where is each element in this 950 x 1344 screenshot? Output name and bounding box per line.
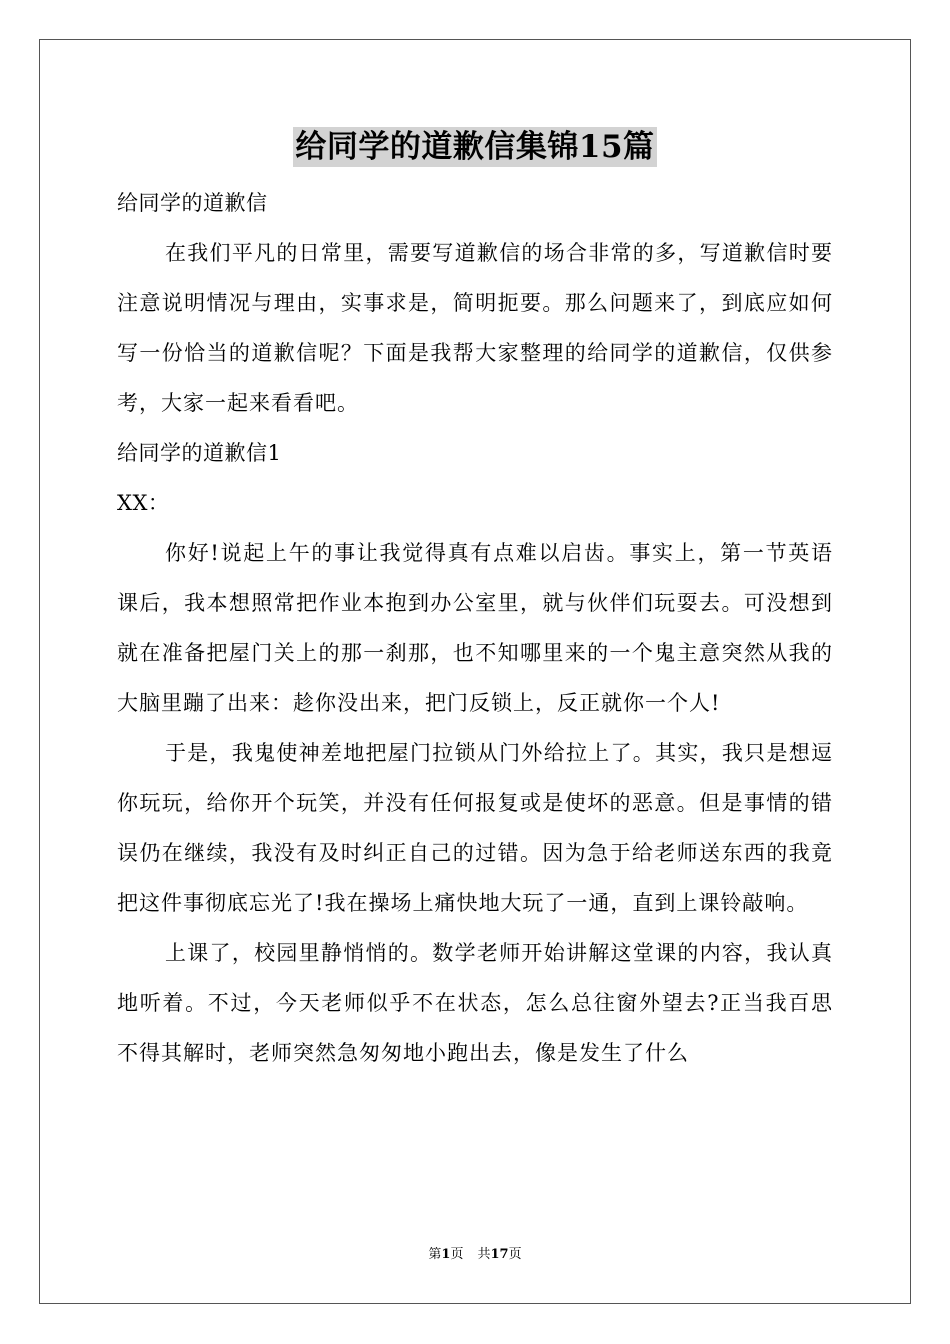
page-prefix: 第	[428, 1247, 442, 1262]
document-title: 给同学的道歉信集锦15篇	[295, 129, 655, 165]
intro-paragraph: 在我们平凡的日常里，需要写道歉信的场合非常的多，写道歉信时要注意说明情况与理由，实事求是，简明扼要。那么问题来了，到底应如何写一份恰当的道歉信呢？下面是我帮大家整理的给同学的道歉信，仅供参考，大家一起来看看吧。	[117, 241, 833, 415]
body-paragraph: 上课了，校园里静悄悄的。数学老师开始讲解这堂课的内容，我认真地听着。不过，今天老师似乎不在状态，怎么总往窗外望去?正当我百思不得其解时，老师突然急匆匆地小跑出去，像是发生了什么	[117, 941, 833, 1065]
letter-heading: 给同学的道歉信1	[117, 441, 282, 465]
page-number: 1	[441, 1247, 451, 1262]
total-suffix: 页	[508, 1247, 522, 1262]
body-paragraph: 你好!说起上午的事让我觉得真有点难以启齿。事实上，第一节英语课后，我本想照常把作业本抱到办公室里，就与伙伴们玩耍去。可没想到就在准备把屋门关上的那一刹那，也不知哪里来的一个鬼主意突然从我的大脑里蹦了出来：趁你没出来，把门反锁上，反正就你一个人!	[117, 541, 833, 715]
document-body	[117, 178, 833, 1078]
section-heading: 给同学的道歉信	[117, 191, 268, 215]
total-prefix: 共	[477, 1247, 491, 1262]
total-pages: 17	[490, 1247, 509, 1262]
salutation: XX：	[117, 491, 170, 515]
title-container	[0, 127, 950, 167]
page-suffix: 页	[450, 1247, 464, 1262]
body-paragraph: 于是，我鬼使神差地把屋门拉锁从门外给拉上了。其实，我只是想逗你玩玩，给你开个玩笑，并没有任何报复或是使坏的恶意。但是事情的错误仍在继续，我没有及时纠正自己的过错。因为急于给老师送东西的我竟把这件事彻底忘光了!我在操场上痛快地大玩了一通，直到上课铃敲响。	[117, 741, 833, 915]
page-footer	[0, 1246, 950, 1264]
